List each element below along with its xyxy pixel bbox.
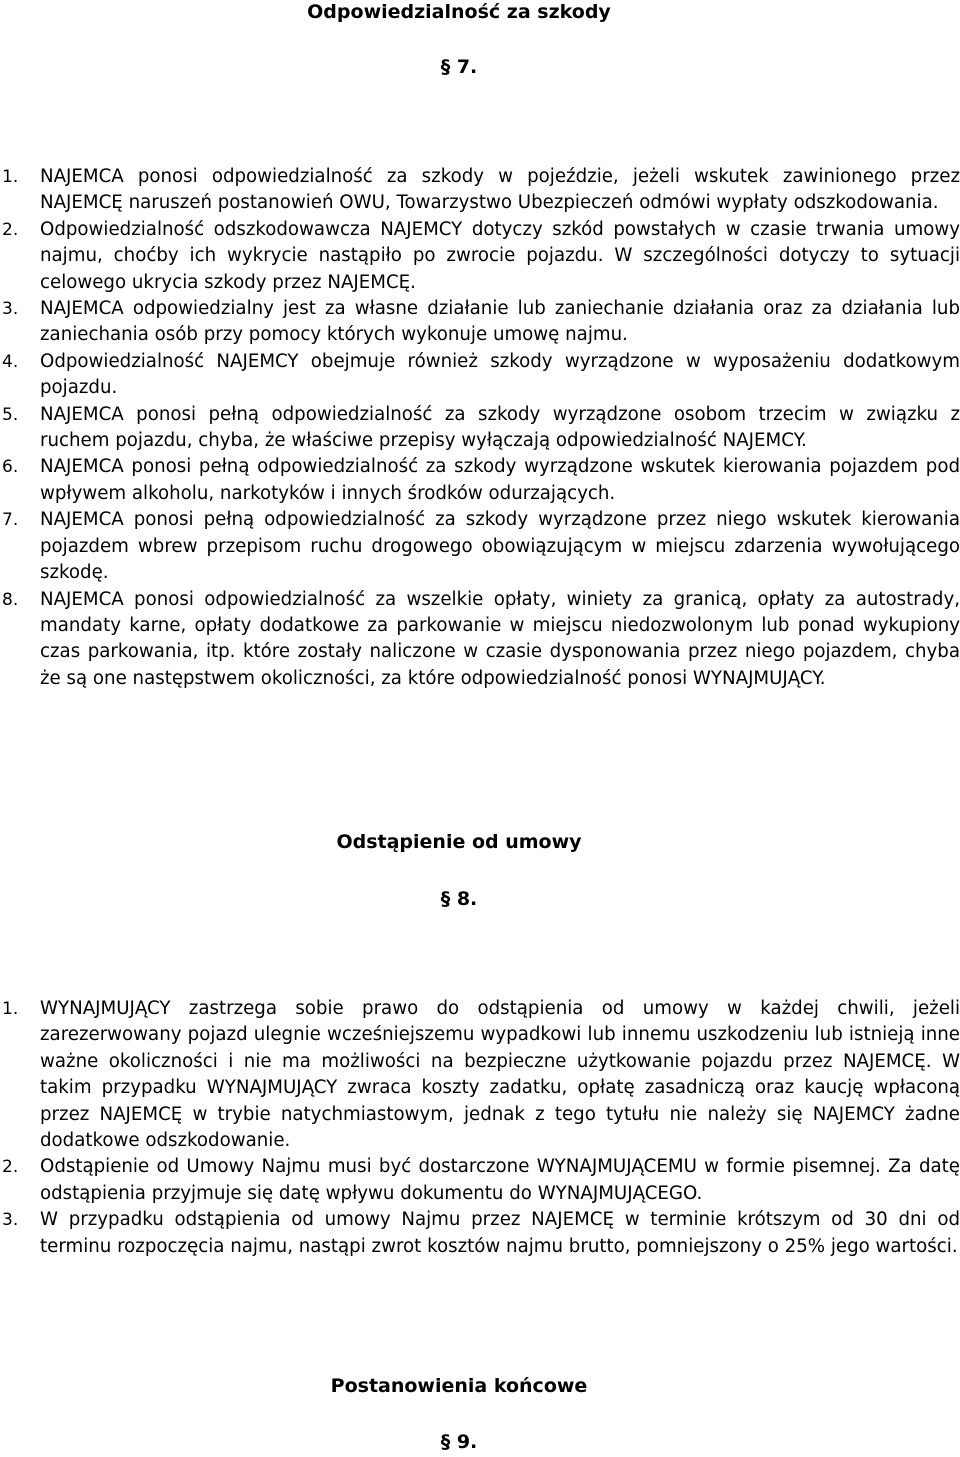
- list-item-number: 3.: [2, 1210, 19, 1231]
- list-item-number: 2.: [2, 1157, 19, 1178]
- list-item: [0, 996, 960, 1154]
- list-item-text: NAJEMCA ponosi pełną odpowiedzialność za szkody wyrządzone wskutek kierowania pojazdem pod wpływem alkoholu, narkotyków i innych środków odurzających.: [40, 456, 960, 504]
- list-item-number: 8.: [2, 589, 19, 610]
- list-item: [0, 296, 960, 349]
- list-item-number: 7.: [2, 510, 19, 531]
- list-item-number: 1.: [2, 167, 19, 187]
- list-item: [0, 349, 960, 402]
- section-7-number: § 7.: [440, 56, 478, 78]
- list-item: [0, 507, 960, 586]
- list-item-text: NAJEMCA ponosi odpowiedzialność za szkody w pojeździe, jeżeli wskutek zawinionego przez NAJEMCĘ naruszeń postanowień OWU, Towarzystwo Ubezpieczeń odmówi wypłaty odszkodowania.: [40, 166, 960, 214]
- list-item-number: 2.: [2, 219, 19, 240]
- section-9-title: Postanowienia końcowe: [330, 1375, 588, 1397]
- list-item-number: 1.: [2, 999, 19, 1019]
- list-item-text: NAJEMCA ponosi odpowiedzialność za wszelkie opłaty, winiety za granicą, opłaty za autostrady, mandaty karne, opłaty dodatkowe za parkowanie w miejscu niedozwolonym lub ponad wykupiony czas parkowania, itp. które zostały naliczone w czasie dysponowania przez niego pojazdem, chyba że są one następstwem okoliczności, za które odpowiedzialność ponosi WYNAJMUJĄCY.: [40, 588, 960, 689]
- list-item-text: WYNAJMUJĄCY zastrzega sobie prawo do odstąpienia od umowy w każdej chwili, jeżeli zarezerwowany pojazd ulegnie wcześniejszemu wypadkowi lub innemu uszkodzeniu lub istnieją inne ważne okoliczności i nie ma możliwości na bezpieczne użytkowanie pojazdu przez NAJEMCĘ. W takim przypadku WYNAJMUJĄCY zwraca koszty zadatku, opłatę zasadniczą oraz kaucję wpłaconą przez NAJEMCĘ w trybie natychmiastowym, jednak z tego tytułu nie należy się NAJEMCY żadne dodatkowe odszkodowanie.: [40, 998, 960, 1152]
- list-item: [0, 587, 960, 693]
- list-item-text: Odstąpienie od Umowy Najmu musi być dostarczone WYNAJMUJĄCEMU w formie pisemnej. Za datę odstąpienia przyjmuje się datę wpływu dokumentu do WYNAJMUJĄCEGO.: [40, 1156, 960, 1204]
- list-item: [0, 164, 960, 217]
- list-item-text: NAJEMCA ponosi pełną odpowiedzialność za szkody wyrządzone przez niego wskutek kierowania pojazdem wbrew przepisom ruchu drogowego obowiązującym w miejscu zdarzenia wywołującego szkodę.: [40, 509, 960, 584]
- section-7-list: [0, 164, 960, 692]
- list-item-text: Odpowiedzialność NAJEMCY obejmuje również szkody wyrządzone w wyposażeniu dodatkowym pojazdu.: [40, 350, 960, 399]
- section-8-number: § 8.: [440, 888, 478, 910]
- section-9-number: § 9.: [440, 1431, 478, 1453]
- list-item-number: 5.: [2, 404, 19, 425]
- list-item-number: 6.: [2, 457, 19, 478]
- section-8-title: Odstąpienie od umowy: [336, 831, 582, 853]
- list-item-number: 3.: [2, 299, 19, 320]
- list-item: [0, 217, 960, 296]
- list-item-text: Odpowiedzialność odszkodowawcza NAJEMCY dotyczy szkód powstałych w czasie trwania umowy najmu, choćby ich wykrycie nastąpiło po zwrocie pojazdu. W szczególności dotyczy to sytuacji celowego ukrycia szkody przez NAJEMCĘ.: [40, 218, 960, 293]
- list-item: [0, 1207, 960, 1260]
- list-item: [0, 1154, 960, 1207]
- list-item-number: 4.: [2, 351, 19, 372]
- list-item-text: W przypadku odstąpienia od umowy Najmu przez NAJEMCĘ w terminie krótszym od 30 dni od terminu rozpoczęcia najmu, nastąpi zwrot kosztów najmu brutto, pomniejszony o 25% jego wartości.: [40, 1209, 960, 1257]
- list-item-text: NAJEMCA ponosi pełną odpowiedzialność za szkody wyrządzone osobom trzecim w związku z ruchem pojazdu, chyba, że właściwe przepisy wyłączają odpowiedzialność NAJEMCY.: [40, 403, 960, 452]
- section-7-title: Odpowiedzialność za szkody: [307, 1, 611, 23]
- list-item: [0, 454, 960, 507]
- section-8-list: [0, 996, 960, 1260]
- list-item: [0, 402, 960, 455]
- list-item-text: NAJEMCA odpowiedzialny jest za własne działanie lub zaniechanie działania oraz za działania lub zaniechania osób przy pomocy których wykonuje umowę najmu.: [40, 298, 960, 346]
